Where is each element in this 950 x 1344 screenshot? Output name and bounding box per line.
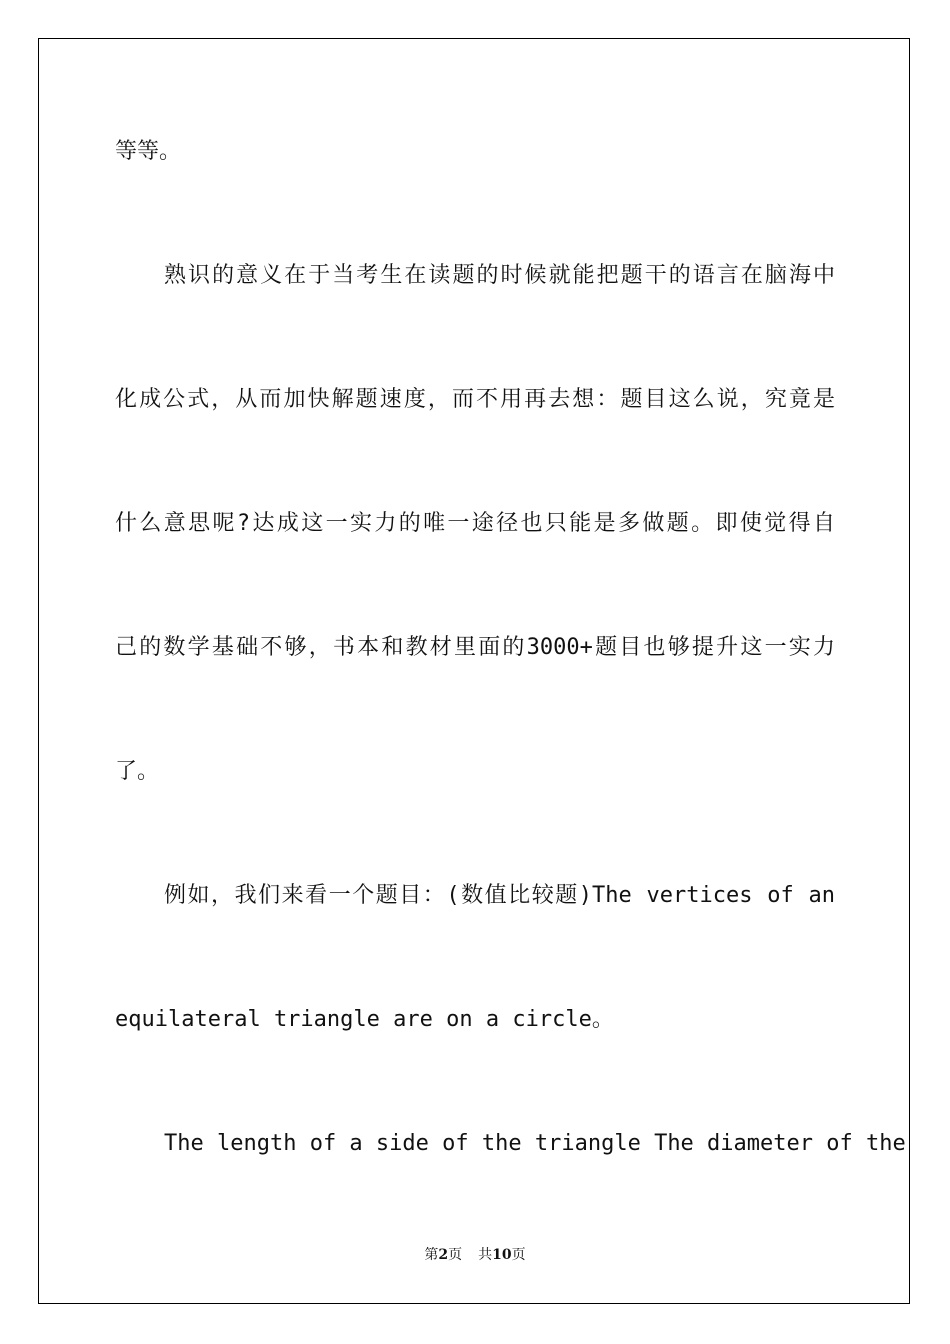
text-line-7: 例如，我们来看一个题目：(数值比较题)The vertices of an (164, 883, 835, 908)
text-line-6: 了。 (115, 759, 160, 784)
text-line-3: 化成公式，从而加快解题速度，而不用再去想：题目这么说，究竟是 (115, 387, 835, 412)
text-line-2: 熟识的意义在于当考生在读题的时候就能把题干的语言在脑海中 (164, 263, 835, 288)
footer-total-pages: 10 (492, 1247, 512, 1263)
text-line-1: 等等。 (115, 139, 182, 164)
text-line-4: 什么意思呢?达成这一实力的唯一途径也只能是多做题。即使觉得自 (115, 511, 835, 536)
footer-page-unit: 页 (448, 1247, 463, 1263)
footer-prefix: 第 (424, 1247, 439, 1263)
footer-total-prefix: 共 (478, 1247, 493, 1263)
footer-total-unit: 页 (511, 1247, 526, 1263)
page-border (38, 38, 910, 1304)
text-line-8: equilateral triangle are on a circle。 (115, 1007, 614, 1032)
text-line-9: The length of a side of the triangle The diameter of the (164, 1131, 906, 1156)
text-line-5: 己的数学基础不够，书本和教材里面的3000+题目也够提升这一实力 (115, 635, 835, 660)
footer-page-number: 2 (438, 1247, 449, 1263)
page-footer (0, 1245, 950, 1265)
